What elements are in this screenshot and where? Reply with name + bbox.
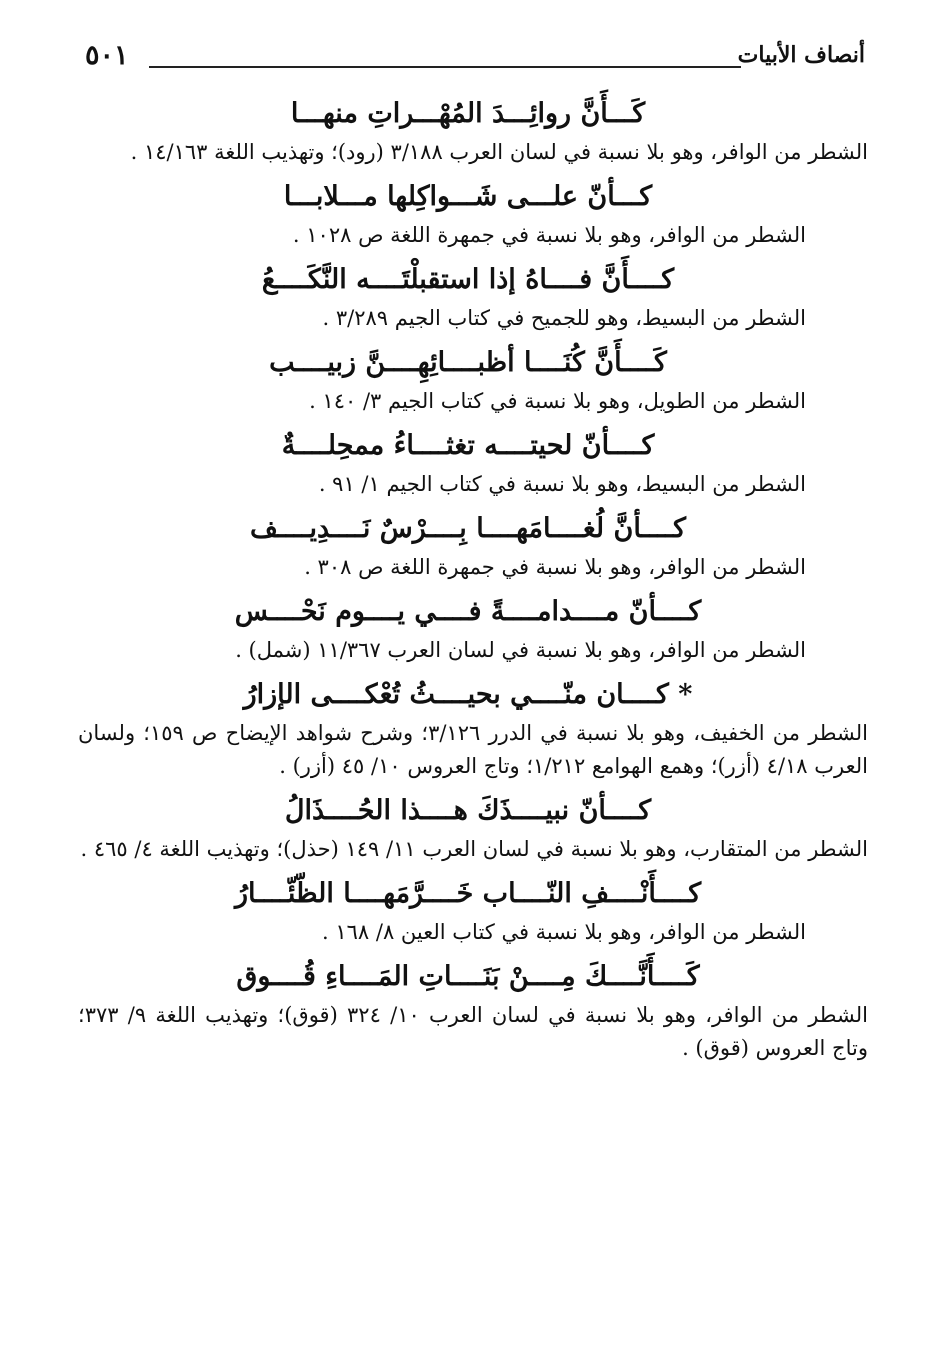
verse-line: كـــأنّ علـــى شَـــواكِلها مـــلابـــا [283,181,653,212]
source-note: الشطر من البسيط، وهو للجميح في كتاب الجيم ٣/٢٨٩ . [322,306,806,330]
verse-line: كــــأَنْــــفِ النّــــاب خَــــرَّمَهــــا الظّئّــــارُ [234,878,702,909]
verse-line: كــــأنّ لحيتــــه تغثــــاءُ ممحِلــــةٌ [281,430,655,461]
page-number: ٥٠١ [85,40,129,71]
source-note: الشطر من الخفيف، وهو بلا نسبة في الدرر ٣/١٢٦؛ وشرح شواهد الإيضاح ص ١٥٩؛ ولسان العرب ٤/١٨ (أزر)؛ وهمع الهوامع ١/٢١٢؛ وتاج العروس ١٠/ ٤٥ (أزر) . [78,721,868,778]
verse-line: كــــأنَّ لُغــــامَهــــا بِــــرْسٌ نَــــدِيــــف [249,513,687,544]
source-note: الشطر من الوافر، وهو بلا نسبة في كتاب العين ٨/ ١٦٨ . [321,920,806,944]
page-header [85,40,865,80]
source-note: الشطر من الوافر، وهو بلا نسبة في جمهرة اللغة ص ٣٠٨ . [304,555,806,579]
verse-line: كــــأنّ نبيــــذَكَ هــــذا الحُــــذَالُ [284,795,652,826]
entries-list [78,92,866,1071]
source-note: الشطر من المتقارب، وهو بلا نسبة في لسان العرب ١١/ ١٤٩ (حذل)؛ وتهذيب اللغة ٤/ ٤٦٥ . [80,837,868,861]
verse-line: كَــــأَنَّ كُنَــــا أظبــــائِهِــــنَّ زبيــــب [269,347,667,378]
source-note: الشطر من الوافر، وهو بلا نسبة في جمهرة اللغة ص ١٠٢٨ . [292,223,806,247]
verse-line: كــــأنّ مــــدامــــةً فــــي يــــوم نَحْــــس [234,596,702,627]
verse-line: كــــأَنَّ فــــاهُ إذا استقبلْتَــــه النَّكَــــعُ [261,264,675,295]
source-note: الشطر من الوافر، وهو بلا نسبة في لسان العرب ٣/١٨٨ (رود)؛ وتهذيب اللغة ١٤/١٦٣ . [130,140,868,164]
verse-line: كَـــأَنَّ روائِـــدَ المُهْـــراتِ منهـــا [290,98,646,129]
header-rule [149,66,741,68]
running-title: أنصاف الأبيات [737,42,865,68]
source-note: الشطر من الوافر، وهو بلا نسبة في لسان العرب ١٠/ ٣٢٤ (قوق)؛ وتهذيب اللغة ٩/ ٣٧٣؛ وتاج العروس (قوق) . [78,1003,868,1060]
source-note: الشطر من الوافر، وهو بلا نسبة في لسان العرب ١١/٣٦٧ (شمل) . [235,638,806,662]
source-note: الشطر من البسيط، وهو بلا نسبة في كتاب الجيم ١/ ٩١ . [318,472,806,496]
source-note: الشطر من الطويل، وهو بلا نسبة في كتاب الجيم ٣/ ١٤٠ . [309,389,806,413]
verse-line: * كــــان منّــــي بحيــــثُ تُعْكــــى الإزارُ [243,679,693,710]
verse-line: كَــــأَنَّــــكَ مِــــنْ بَنَــــاتِ المَــــاءِ قُــــوق [236,961,700,992]
